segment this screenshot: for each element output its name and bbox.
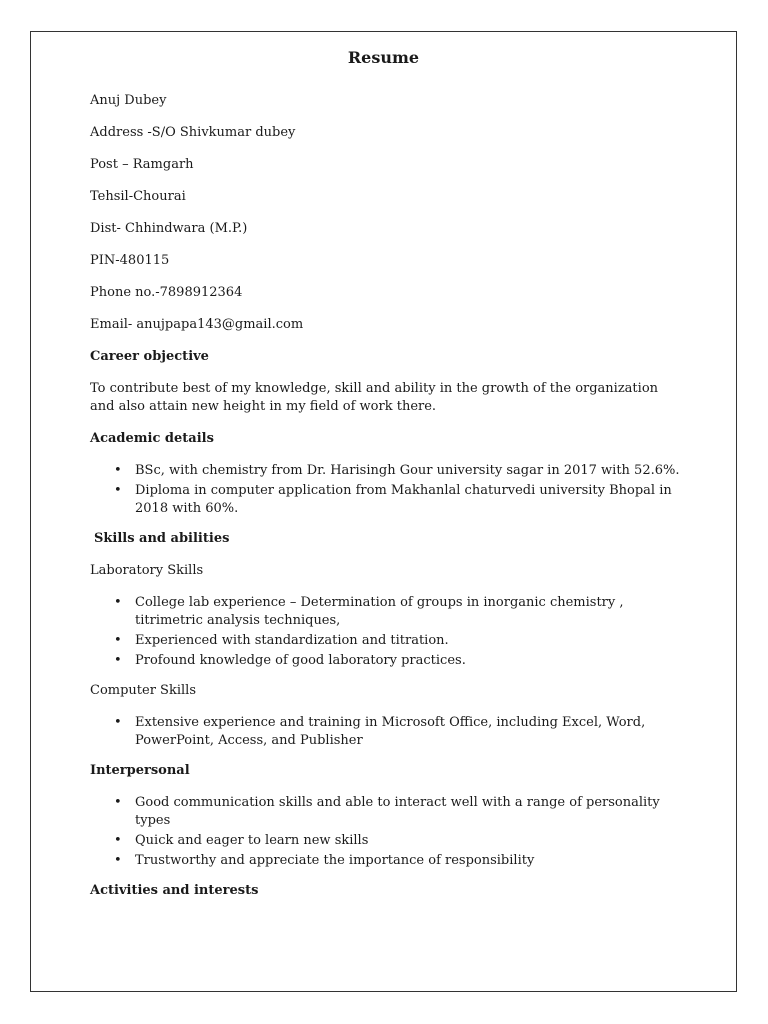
candidate-name: Anuj Dubey <box>90 93 167 108</box>
list-item: • Profound knowledge of good laboratory practices. <box>135 652 680 670</box>
skills-heading: Skills and abilities <box>94 531 230 546</box>
email-line: Email- anujpapa143@gmail.com <box>90 317 304 332</box>
computer-skills-label: Computer Skills <box>90 683 196 698</box>
list-item: • Diploma in computer application from Makhanlal chaturvedi university Bhopal in 2018 with 60%. <box>135 482 680 518</box>
list-item: • Extensive experience and training in Microsoft Office, including Excel, Word, PowerPoint, Access, and Publisher <box>135 714 680 750</box>
career-objective-text: To contribute best of my knowledge, skill and ability in the growth of the organization and also attain new height in my field of work there. <box>90 381 659 414</box>
phone-line: Phone no.-7898912364 <box>90 285 243 300</box>
resume-content <box>90 92 680 914</box>
list-item: • Quick and eager to learn new skills <box>135 832 680 850</box>
tehsil-line: Tehsil-Chourai <box>90 189 186 204</box>
list-item: • Experienced with standardization and titration. <box>135 632 680 650</box>
district-line: Dist- Chhindwara (M.P.) <box>90 221 248 236</box>
pin-line: PIN-480115 <box>90 253 170 268</box>
list-item: • Good communication skills and able to interact well with a range of personality types <box>135 794 680 830</box>
list-item: • Trustworthy and appreciate the importance of responsibility <box>135 852 680 870</box>
address-line: Address -S/O Shivkumar dubey <box>90 125 296 140</box>
interpersonal-list <box>90 794 680 870</box>
resume-page <box>30 31 737 992</box>
computer-skills-list <box>90 714 680 750</box>
laboratory-skills-list <box>90 594 680 670</box>
laboratory-skills-label: Laboratory Skills <box>90 563 204 578</box>
list-item: • BSc, with chemistry from Dr. Harisingh Gour university sagar in 2017 with 52.6%. <box>135 462 680 480</box>
interpersonal-heading: Interpersonal <box>90 763 190 778</box>
activities-heading: Activities and interests <box>90 883 259 898</box>
post-line: Post – Ramgarh <box>90 157 194 172</box>
academic-list <box>90 462 680 518</box>
career-objective-heading: Career objective <box>90 349 209 364</box>
page-title: Resume <box>347 48 420 67</box>
list-item: • College lab experience – Determination of groups in inorganic chemistry , titrimetric analysis techniques, <box>135 594 680 630</box>
academic-details-heading: Academic details <box>90 431 214 446</box>
